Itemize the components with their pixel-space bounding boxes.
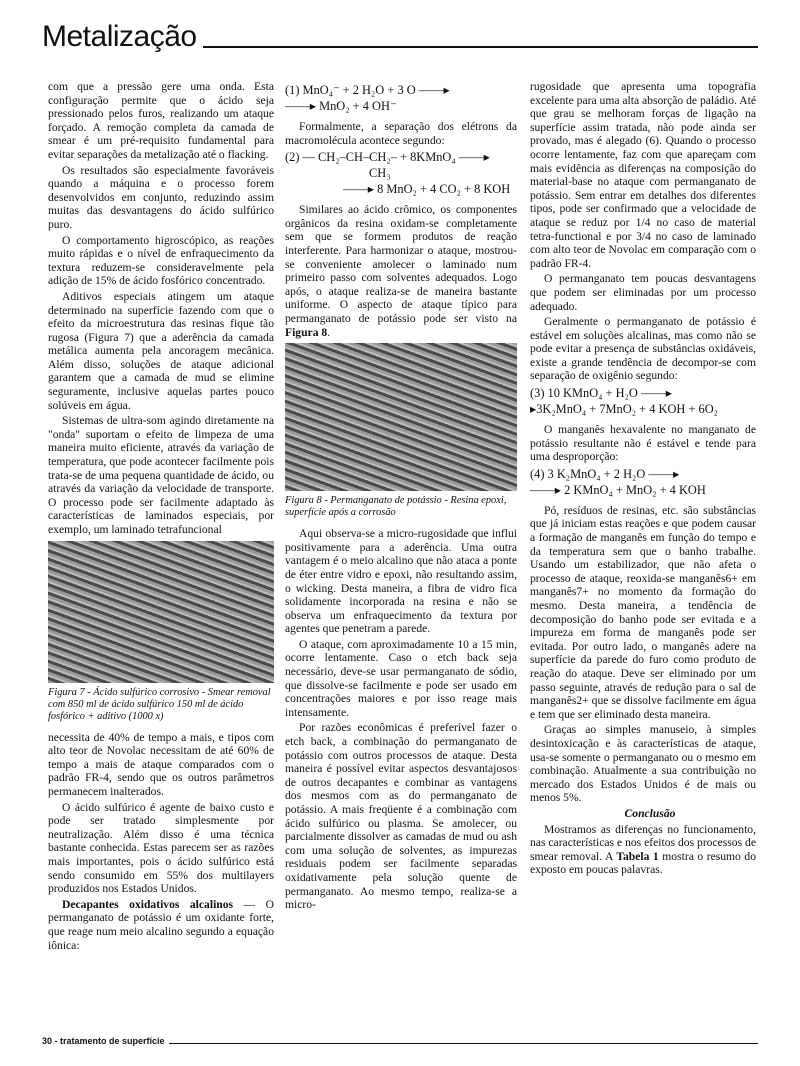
equation-line: ——▸ 2 KMnO₄ + MnO₂ + 4 KOH: [530, 482, 706, 497]
equation-line: (3) 10 KMnO₄ + H₂O ——▸: [530, 386, 672, 401]
paragraph: O ataque, com aproximadamente 10 a 15 min, ocorre lentamente. Caso o etch back seja necessário, deve-se usar permanganato de sódio, que dissolve-se facilmente e pode ser usado em concentrações maiores e por isso reage mais intensamente.: [285, 637, 517, 719]
paragraph: [530, 823, 756, 877]
paragraph: O manganês hexavalente no manganato de potássio resultante não é estável e tende para uma desproporção:: [530, 423, 756, 464]
paragraph: O permanganato tem poucas desvantagens que podem ser eliminadas por um processo adequado.: [530, 272, 756, 313]
figure-7-caption: Figura 7 - Ácido sulfúrico corrosivo - Smear removal com 850 ml de ácido sulfúrico 150 ml de ácido fosfórico + aditivo (1000 x): [48, 686, 271, 722]
paragraph: [285, 203, 517, 339]
equation-3: [530, 385, 756, 417]
figure-8-caption: Figura 8 - Permanganato de potássio - Resina epoxi, superfície após a corrosão: [285, 495, 507, 519]
paragraph-text: — O permanganato de potássio é um oxidante forte, que reage num meio alcalino segundo a equação iônica:: [48, 897, 274, 952]
paragraph: Os resultados são especialmente favoráveis quando a máquina e o processo forem desenvolvidos em conjunto, reduzindo assim muitas das desvantagens do ácido sulfúrico puro.: [48, 163, 274, 231]
section-title: Metalização: [42, 20, 203, 54]
figure-8-micrograph: [285, 343, 517, 491]
text-column-1: [48, 80, 274, 954]
table-ref: Tabela 1: [616, 849, 659, 863]
paragraph: rugosidade que apresenta uma topografia excelente para uma alta absorção de paládio. Até que grau se melhoram forças de ligação na superfície assim tratada, não pode ainda ser provado, mas é alegado (6). Quando o processo ocorre lentamente, faz com que apareçam com mais evidência as diferenças na composição do material-base no ataque com permanganato de potássio. Sem entrar em detalhes dos diferentes tipos, pode ser confirmado que a velocidade de ataque se reduz por 1/4 no caso de material tetra-functional e por 3/4 no caso de laminado com alto teor de Novolac em comparação com o padrão FR-4.: [530, 80, 756, 270]
figure-7-micrograph: [48, 541, 274, 683]
equation-line: (1) MnO₄⁻ + 2 H₂O + 3 O ——▸: [285, 83, 450, 97]
equation-4: [530, 466, 756, 498]
page-header: [42, 20, 758, 60]
equation-line: (4) 3 K₂MnO₄ + 2 H₂O ——▸: [530, 466, 680, 481]
equation-line: ▸3K₂MnO₄ + 7MnO₂ + 4 KOH + 6O₂: [530, 402, 718, 417]
paragraph-text: .: [327, 325, 331, 339]
paragraph: necessita de 40% de tempo a mais, e tipos com alto teor de Novolac necessitam de até 60% de tempo a mais de ataque comparados com o padrão FR-4, sendo que os outros parâmetros permanecem inalterados.: [48, 730, 274, 798]
page-footer: [42, 1034, 758, 1050]
page-number: 30 - tratamento de superfície: [42, 1036, 169, 1046]
paragraph-lead: Decapantes oxidativos alcalinos: [62, 897, 234, 911]
text-column-3: [530, 80, 756, 879]
paragraph: Graças ao simples manuseio, à simples desintoxicação e às características de ataque, usa-se somente o permanganato ou o mesmo em combinação. Atualmente a sua contribuição no mercado dos Estados Unidos é de mais ou menos 5%.: [530, 723, 756, 805]
section-heading: Conclusão: [624, 806, 676, 820]
paragraph: Por razões econômicas é preferível fazer o etch back, a combinação do permanganato de potássio com outros processos de ataque. Desta maneira é possível evitar aspectos desvantajosos de outros decapantes e combinar as vantagens dos mesmos com as do permanganato de potássio. A mais freqüente é a combinação com ácido sulfúrico ou plasma. Se amolecer, ou parcialmente dissolver as camadas de mud ou ash com uma solução de solventes, as impurezas residuais podem ser facilmente separadas oxidativamente pela solução quente de permanganato. Ao mesmo tempo, realiza-se a micro-: [285, 721, 517, 912]
paragraph: Aqui observa-se a micro-rugosidade que influi positivamente para a aderência. Uma outra vantagem é o meio alcalino que não ataca a ponte de éter entre vidro e epoxi, não resultando assim, o wicking. Desta maneira, a fibra de vidro fica solidamente incorporada na resina e não se observa um enfraquecimento da textura por agentes que penetram a parede.: [285, 527, 517, 636]
figure-ref: Figura 8: [285, 325, 328, 339]
equation-line: ——▸ 8 MnO₂ + 4 CO₂ + 8 KOH: [343, 182, 511, 197]
paragraph: Pó, resíduos de resinas, etc. são substâncias que já iniciam estas reações e que podem causar a formação de manganês em função do tempo e da temperatura sem que o banho trabalhe. Usando um estabilizador, que não afeta o processo de ataque, reoxida-se manganês6+ em manganês7+ no momento da formação do mesmo. Desta maneira, a tendência de decomposição do banho pode ser evitada e a impureza em forma de manganês pode ser evitada. Por outro lado, o manganês adere na superfície da parede do furo como produto de reação do ataque. Deve ser eliminado por um passo seguinte, através de redução para o sal de manganês2+ que se dissolve facilmente em água e tem que ser eliminado desta maneira.: [530, 503, 756, 721]
paragraph: Aditivos especiais atingem um ataque determinado na superfície fazendo com que o efeito da microestrutura das resinas fique tão rugosa (Figura 7) que a aderência da camada metálica aumenta pela ancoragem mecânica. Além disso, soluções de ataque adicional garantem que a camada de mud se elimine seguramente, inclusive aquelas partes pouco solúveis em água.: [48, 289, 274, 412]
equation-2: [285, 149, 517, 197]
paragraph: Geralmente o permanganato de potássio é estável em soluções alcalinas, mas como não se pode evitar a presença de substâncias oxidáveis, existe a grande tendência de decompor-se com separação de oxigênio segundo:: [530, 315, 756, 383]
equation-line: CH₃: [369, 166, 391, 181]
paragraph: Sistemas de ultra-som agindo diretamente na "onda" suportam o efeito de limpeza de uma maneira muito eficiente, através da variação de temperatura, que pode acontecer facilmente pois trata-se de uma pequena quantidade de ácido, ou através da variação da velocidade de transporte. O processo pode ser facilmente adaptado às características de laminados especiais, por exemplo, um laminado tetrafuncional: [48, 414, 274, 536]
equation-line: (2) — CH₂–CH–CH₂– + 8KMnO₄ ——▸: [285, 150, 490, 165]
text-column-2: [285, 80, 517, 914]
equation-line: ——▸ MnO₂ + 4 OH⁻: [285, 99, 397, 113]
paragraph-text: Mostramos as diferenças no funcionamento, nas características e nos efeitos dos processos de smear removal. A: [530, 822, 756, 863]
paragraph: com que a pressão gere uma onda. Esta configuração permite que o ácido seja pressionado pelos furos, realizando um ataque forçado. A remoção completa da camada de smear é um pré-requisito fundamental para evitar separações da metalização até o flacking.: [48, 80, 274, 161]
paragraph: O comportamento higroscópico, as reações muito rápidas e o nível de enfraquecimento da textura reduzem-se consideravelmente pela adição de 15% de ácido fosfórico concentrado.: [48, 233, 274, 288]
paragraph: Formalmente, a separação dos elétrons da macromolécula acontece segundo:: [285, 120, 517, 147]
paragraph-text: Similares ao ácido crômico, os componentes orgânicos da resina oxidam-se completamente sem que se formem produtos de reação interferente. Para harmonizar o ataque, mostrou-se conveniente amolecer o laminado num primeiro passo com solventes adequados. Logo após, o ataque realiza-se de maneira bastante uniforme. O aspecto de ataque típico para permanganato de potássio pode ser visto na: [285, 203, 517, 325]
paragraph-text: mostra o resumo do exposto em poucas palavras.: [530, 849, 756, 877]
equation-1: [285, 82, 517, 114]
paragraph: O ácido sulfúrico é agente de baixo custo e pode ser tratado simplesmente por neutralização. Além disso é uma técnica bastante conhecida. Estas parecem ser as razões mais importantes, pois o ácido sulfúrico está sendo consumido em 55% dos multilayers produzidos nos Estados Unidos.: [48, 800, 274, 896]
paragraph: [48, 898, 274, 952]
